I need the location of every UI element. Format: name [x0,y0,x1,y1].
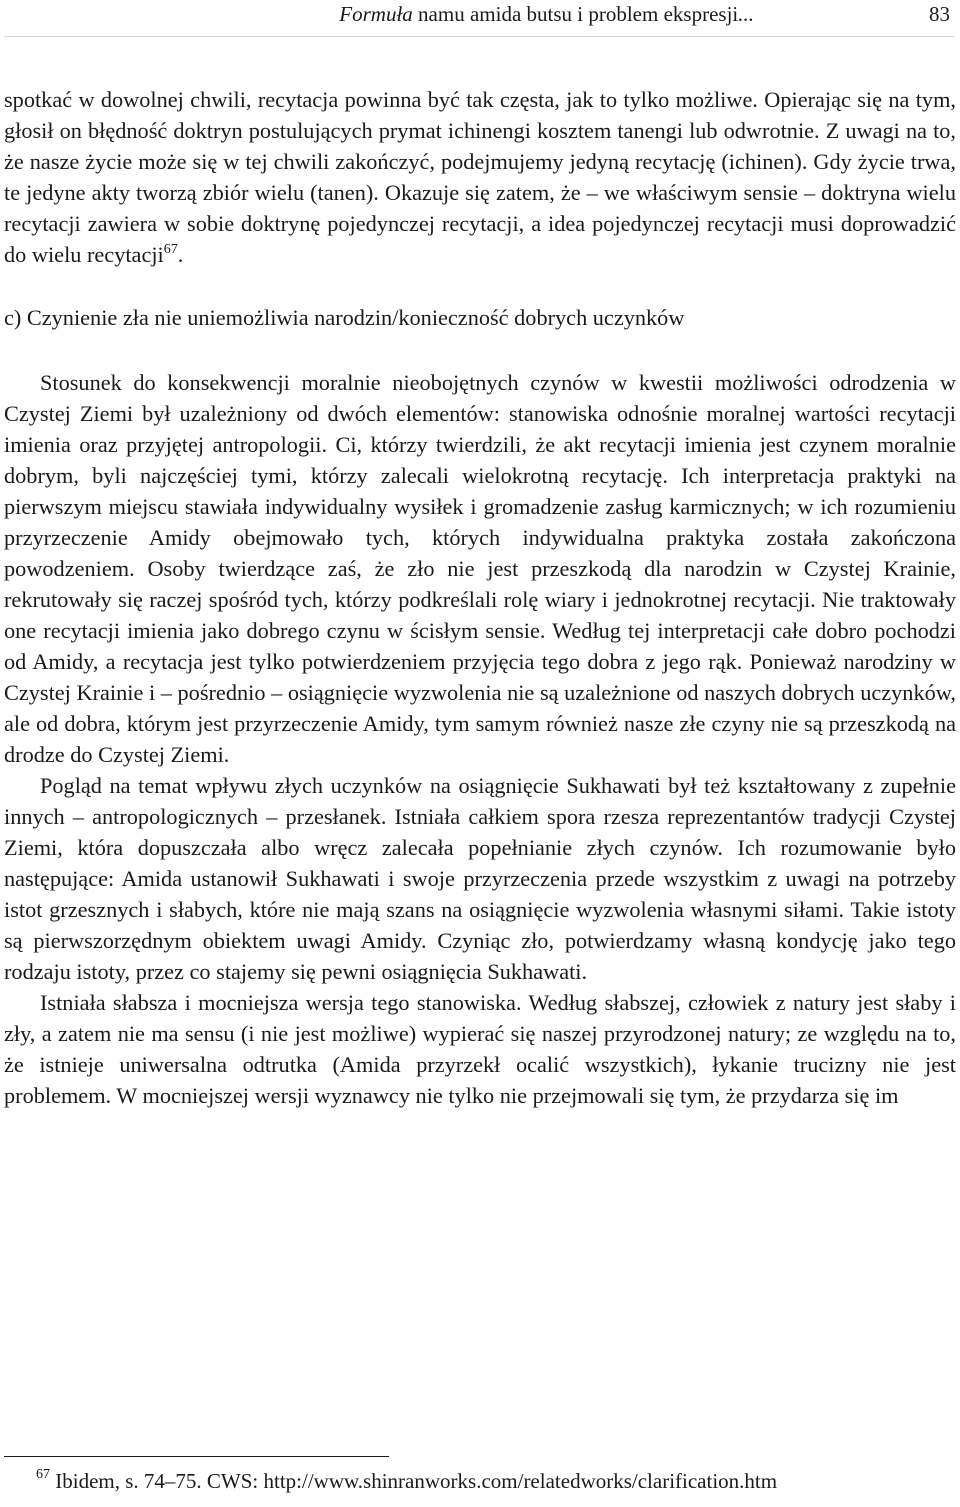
running-title-normal: namu amida butsu i problem ekspresji [412,2,739,26]
paragraph-continued [4,84,956,270]
page-number: 83 [929,2,950,26]
footnote-separator [4,1456,389,1457]
footnote-text: Ibidem, s. 74–75. CWS: http://www.shinranworks.com/relatedworks/clarification.htm [50,1469,778,1493]
running-header [4,0,954,37]
paragraph-2: Stosunek do konsekwencji moralnie nieobojętnych czynów w kwestii możliwości odrodzenia w Czystej Ziemi był uzależniony od dwóch elementów: stanowiska odnośnie moralnej wartości recytacji imienia oraz przyjętej antropologii. Ci, którzy twierdzili, że akt recytacji imienia jest czynem moralnie dobrym, byli najczęściej tymi, którzy zalecali wielokrotną recytację. Ich interpretacja praktyki na pierwszym miejscu stawiała indywidualny wysiłek i gromadzenie zasług karmicznych; w ich rozumieniu przyrzeczenie Amidy obejmowało tych, których indywidualna praktyka została zakończona powodzeniem. Osoby twierdzące zaś, że zło nie jest przeszkodą dla narodzin w Czystej Krainie, rekrutowały się raczej spośród tych, którzy podkreślali rolę wiary i jednokrotnej recytacji. Nie traktowały one recytacji imienia jako dobrego czynu w ścisłym sensie. Według tej interpretacji całe dobro pochodzi od Amidy, a recytacja jest tylko potwierdzeniem przyjęcia tego dobra z jego rąk. Ponieważ narodziny w Czystej Krainie i – pośrednio – osiągnięcie wyzwolenia nie są uzależnione od naszych dobrych uczynków, ale od dobra, którym jest przyrzeczenie Amidy, tym samym również nasze złe czyny nie są przeszkodą na drodze do Czystej Ziemi. [4,370,956,767]
footnote-reference-67[interactable]: 67 [163,242,178,257]
running-title [339,0,754,28]
paragraph-continued-end: . [177,242,184,267]
paragraph-4: Istniała słabsza i mocniejsza wersja tego stanowiska. Według słabszej, człowiek z natury jest słaby i zły, a zatem nie ma sensu (i nie jest możliwe) wypierać się naszej przyrodzonej natury; ze względu na to, że istnieje uniwersalna odtrutka (Amida przyrzekł ocalić wszystkich), łykanie trucizny nie jest problemem. W mocniejszej wersji wyznawcy nie tylko nie przejmowali się tym, że przydarza się im [4,990,956,1108]
footnote-number: 67 [36,1467,50,1482]
paragraph-3: Pogląd na temat wpływu złych uczynków na osiągnięcie Sukhawati był też kształtowany z zupełnie innych – antropologicznych – przesłanek. Istniała całkiem spora rzesza reprezentantów tradycji Czystej Ziemi, która dopuszczała albo wręcz zalecała popełnianie złych czynów. Ich rozumowanie było następujące: Amida ustanowił Sukhawati i swoje przyrzeczenia przede wszystkim z uwagi na potrzeby istot grzesznych i słabych, które nie mają szans na osiągnięcie wyzwolenia własnymi siłami. Takie istoty są pierwszorzędnym obiektem uwagi Amidy. Czyniąc zło, potwierdzamy własną kondycję jako tego rodzaju istoty, przez co stajemy się pewni osiągnięcia Sukhawati. [4,773,956,984]
body-text [4,84,956,1111]
paragraph-continued-text: spotkać w dowolnej chwili, recytacja powinna być tak częsta, jak to tylko możliwe. Opierając się na tym, głosił on błędność doktryn postulujących prymat ichinengi kosztem tanengi lub odwrotnie. Z uwagi na to, że nasze życie może się w tej chwili zakończyć, podejmujemy jedyną recytację (ichinen). Gdy życie trwa, te jedyne akty tworzą zbiór wielu (tanen). Okazuje się zatem, że – we właściwym sensie – doktryna wielu recytacji zawiera w sobie doktrynę pojedynczej recytacji, a idea pojedynczej recytacji musi doprowadzić do wielu recytacji [4,87,956,267]
running-title-ellipsis: ... [738,2,754,26]
footnote-67 [36,1466,777,1496]
running-title-italic-word: Formuła [339,2,413,26]
section-heading: c) Czynienie zła nie uniemożliwia narodzin/konieczność dobrych uczynków [4,305,685,330]
